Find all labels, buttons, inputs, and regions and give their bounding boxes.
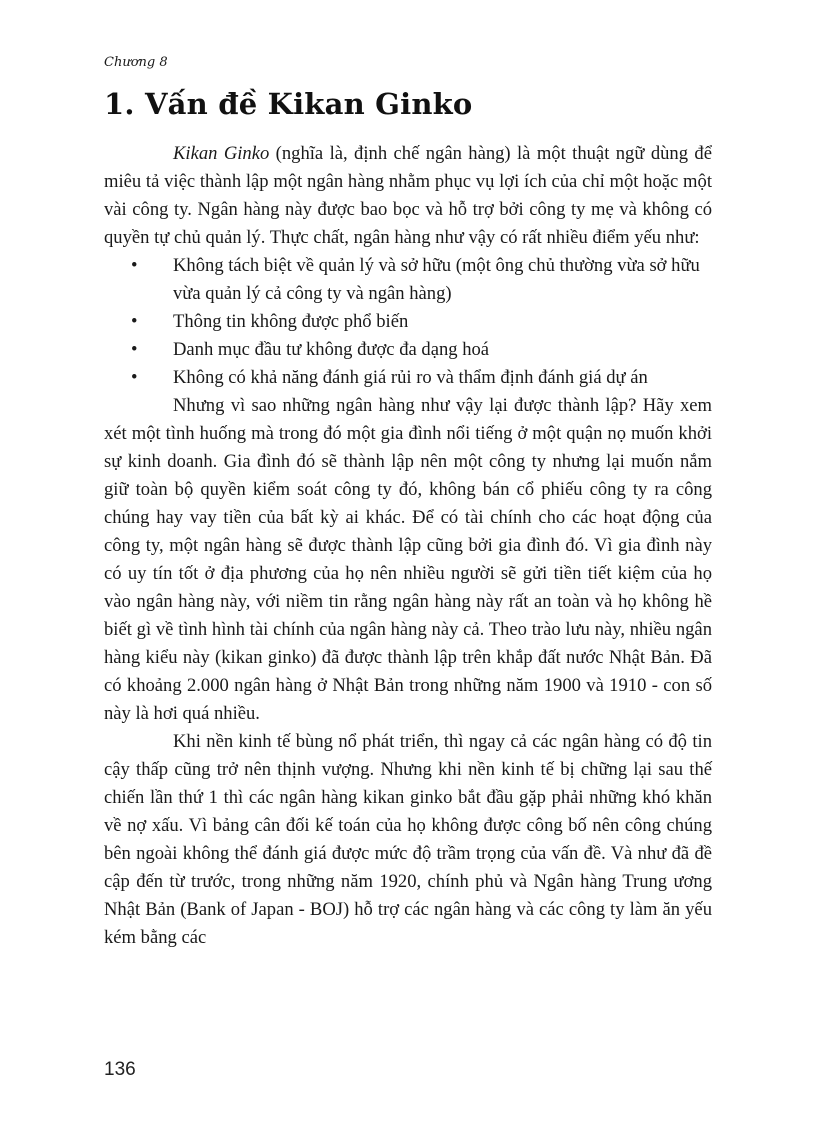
list-item-text: Danh mục đầu tư không được đa dạng hoá <box>173 339 490 360</box>
term-kikan-ginko: Kikan Ginko <box>173 143 270 164</box>
weakness-list <box>104 252 712 392</box>
bullet-marker: • <box>131 311 138 332</box>
list-item <box>104 308 712 336</box>
bullet-marker: • <box>131 367 138 388</box>
bullet-marker: • <box>131 255 138 276</box>
list-item <box>104 252 712 308</box>
bullet-marker: • <box>131 339 138 360</box>
body-text <box>104 140 712 952</box>
paragraph-intro <box>104 140 712 252</box>
paragraph-why-founded: Nhưng vì sao những ngân hàng như vậy lại được thành lập? Hãy xem xét một tình huống mà trong đó một gia đình nổi tiếng ở một quận nọ muốn khởi sự kinh doanh. Gia đình đó sẽ thành lập nên một công ty nhưng lại muốn nắm giữ toàn bộ quyền kiểm soát công ty đó, không bán cổ phiếu công ty ra công chúng hay vay tiền của bất kỳ ai khác. Để có tài chính cho các hoạt động của công ty, một ngân hàng sẽ được thành lập cũng bởi gia đình đó. Vì gia đình này có uy tín tốt ở địa phương của họ nên nhiều người sẽ gửi tiền tiết kiệm của họ vào ngân hàng này, với niềm tin rằng ngân hàng này rất an toàn và họ không hề biết gì về tình hình tài chính của ngân hàng này cả. Theo trào lưu này, nhiều ngân hàng kiểu này (kikan ginko) đã được thành lập trên khắp đất nước Nhật Bản. Đã có khoảng 2.000 ngân hàng ở Nhật Bản trong những năm 1900 và 1910 - con số này là hơi quá nhiều. <box>104 395 712 724</box>
list-item <box>104 336 712 364</box>
list-item-text: Thông tin không được phổ biến <box>173 311 409 332</box>
paragraph-economic-boom: Khi nền kinh tế bùng nổ phát triển, thì ngay cả các ngân hàng có độ tin cậy thấp cũng trở nên thịnh vượng. Nhưng khi nền kinh tế bị chững lại sau thế chiến lần thứ 1 thì các ngân hàng kikan ginko bắt đầu gặp phải những khó khăn về nợ xấu. Vì bảng cân đối kế toán của họ không được công bố nên công chúng bên ngoài không thể đánh giá được mức độ trầm trọng của vấn đề. Và như đã đề cập đến từ trước, trong những năm 1920, chính phủ và Ngân hàng Trung ương Nhật Bản (Bank of Japan - BOJ) hỗ trợ các ngân hàng và các công ty làm ăn yếu kém bằng các <box>104 731 712 948</box>
paragraph-intro-text: (nghĩa là, định chế ngân hàng) là một thuật ngữ dùng để miêu tả việc thành lập một ngân hàng nhằm phục vụ lợi ích của chỉ một hoặc một vài công ty. Ngân hàng này được bao bọc và hỗ trợ bởi công ty mẹ và không có quyền tự chủ quản lý. Thực chất, ngân hàng như vậy có rất nhiều điểm yếu như: <box>104 143 712 248</box>
chapter-header: Chương 8 <box>104 55 168 70</box>
list-item-text: Không có khả năng đánh giá rủi ro và thẩm định đánh giá dự án <box>173 367 648 388</box>
list-item <box>104 364 712 392</box>
section-title: 1. Vấn đề Kikan Ginko <box>104 87 473 121</box>
list-item-text: Không tách biệt về quản lý và sở hữu (một ông chủ thường vừa sở hữu vừa quản lý cả công ty và ngân hàng) <box>173 255 700 304</box>
page-number: 136 <box>104 1059 136 1080</box>
